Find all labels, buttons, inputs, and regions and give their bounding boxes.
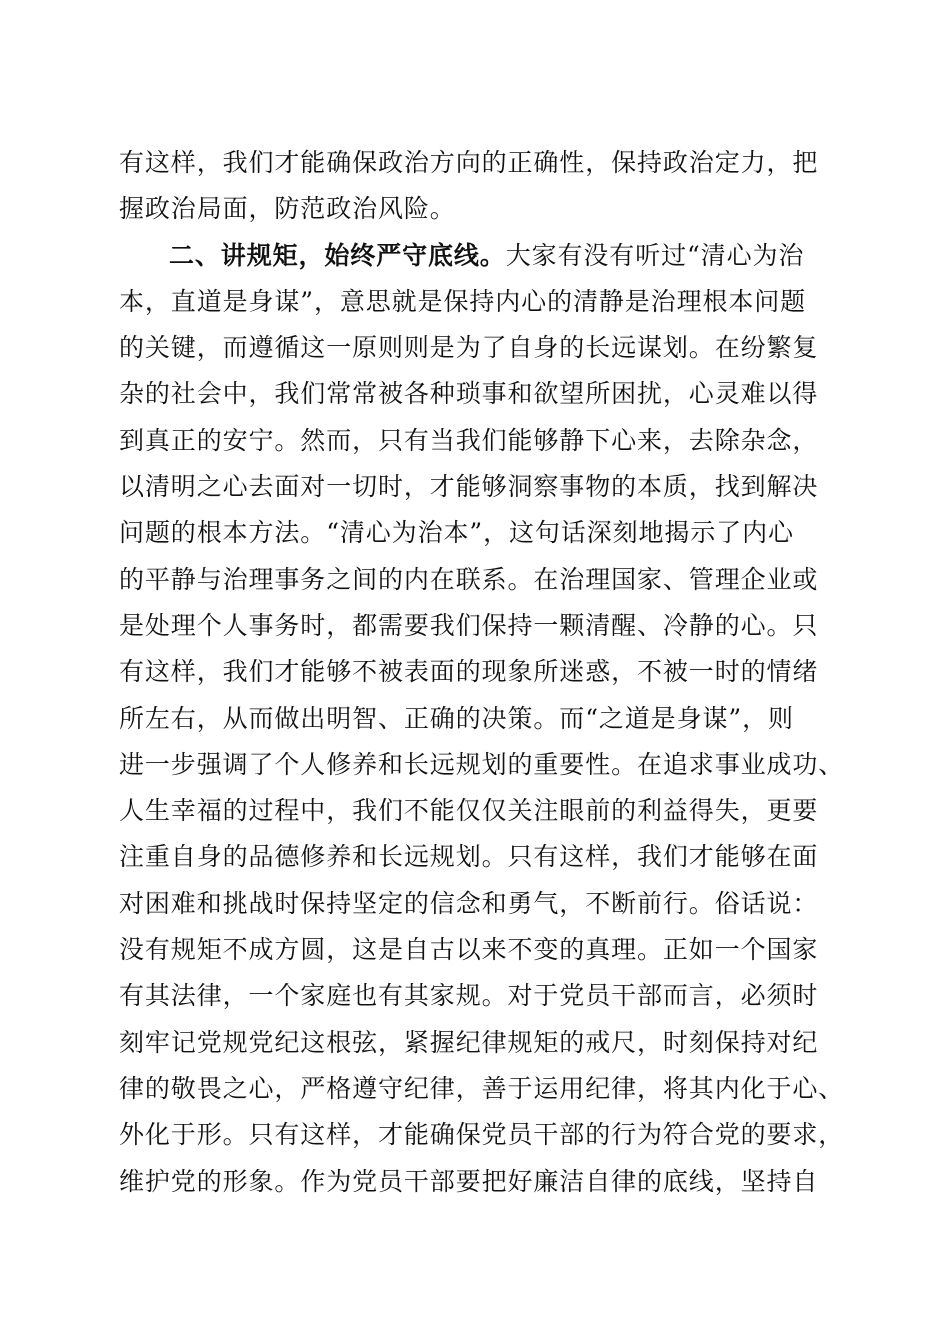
text-line: 刻牢记党规党纪这根弦，紧握纪律规矩的戒尺，时刻保持对纪 (119, 1027, 819, 1057)
text-line: 本，直道是身谋”，意思就是保持内心的清静是治理根本问题 (119, 286, 807, 316)
text-line: 没有规矩不成方圆，这是自古以来不变的真理。正如一个国家 (119, 935, 819, 965)
text-line: 的平静与治理事务之间的内在联系。在治理国家、管理企业或 (119, 564, 819, 594)
text-line: 对困难和挑战时保持坚定的信念和勇气，不断前行。俗话说： (119, 888, 819, 918)
text-line: 维护党的形象。作为党员干部要把好廉洁自律的底线，坚持自 (119, 1166, 819, 1196)
text-line: 到真正的安宁。然而，只有当我们能够静下心来，去除杂念， (119, 425, 819, 455)
section-first-line (119, 233, 831, 279)
text-line: 杂的社会中，我们常常被各种琐事和欲望所困扰，心灵难以得 (119, 379, 819, 409)
text-line: 问题的根本方法。“清心为治本”，这句话深刻地揭示了内心 (119, 518, 794, 548)
text-line: 有这样，我们才能够不被表面的现象所迷惑，不被一时的情绪 (119, 657, 819, 687)
text-line: 人生幸福的过程中，我们不能仅仅关注眼前的利益得失，更要 (119, 796, 819, 826)
text-line: 有其法律，一个家庭也有其家规。对于党员干部而言，必须时 (119, 981, 819, 1011)
section-first-line-text: 大家有没有听过“清心为治 (505, 240, 805, 270)
text-line: 所左右，从而做出明智、正确的决策。而“之道是身谋”，则 (119, 703, 794, 733)
text-line: 是处理个人事务时，都需要我们保持一颗清醒、冷静的心。只 (119, 610, 819, 640)
text-line: 注重自身的品德修养和长远规划。只有这样，我们才能够在面 (119, 842, 819, 872)
text-line: 外化于形。只有这样，才能确保党员干部的行为符合党的要求， (119, 1120, 845, 1150)
body-text (119, 140, 845, 1205)
text-line: 的关键，而遵循这一原则则是为了自身的长远谋划。在纷繁复 (119, 333, 819, 363)
text-line: 握政治局面，防范政治风险。 (119, 194, 456, 224)
text-line: 律的敬畏之心，严格遵守纪律，善于运用纪律，将其内化于心、 (119, 1073, 845, 1103)
text-line: 以清明之心去面对一切时，才能够洞察事物的本质，找到解决 (119, 472, 819, 502)
text-line: 有这样，我们才能确保政治方向的正确性，保持政治定力，把 (119, 148, 819, 177)
text-line: 进一步强调了个人修养和长远规划的重要性。在追求事业成功、 (119, 749, 845, 779)
section-heading: 二、讲规矩，始终严守底线。 (169, 240, 506, 270)
